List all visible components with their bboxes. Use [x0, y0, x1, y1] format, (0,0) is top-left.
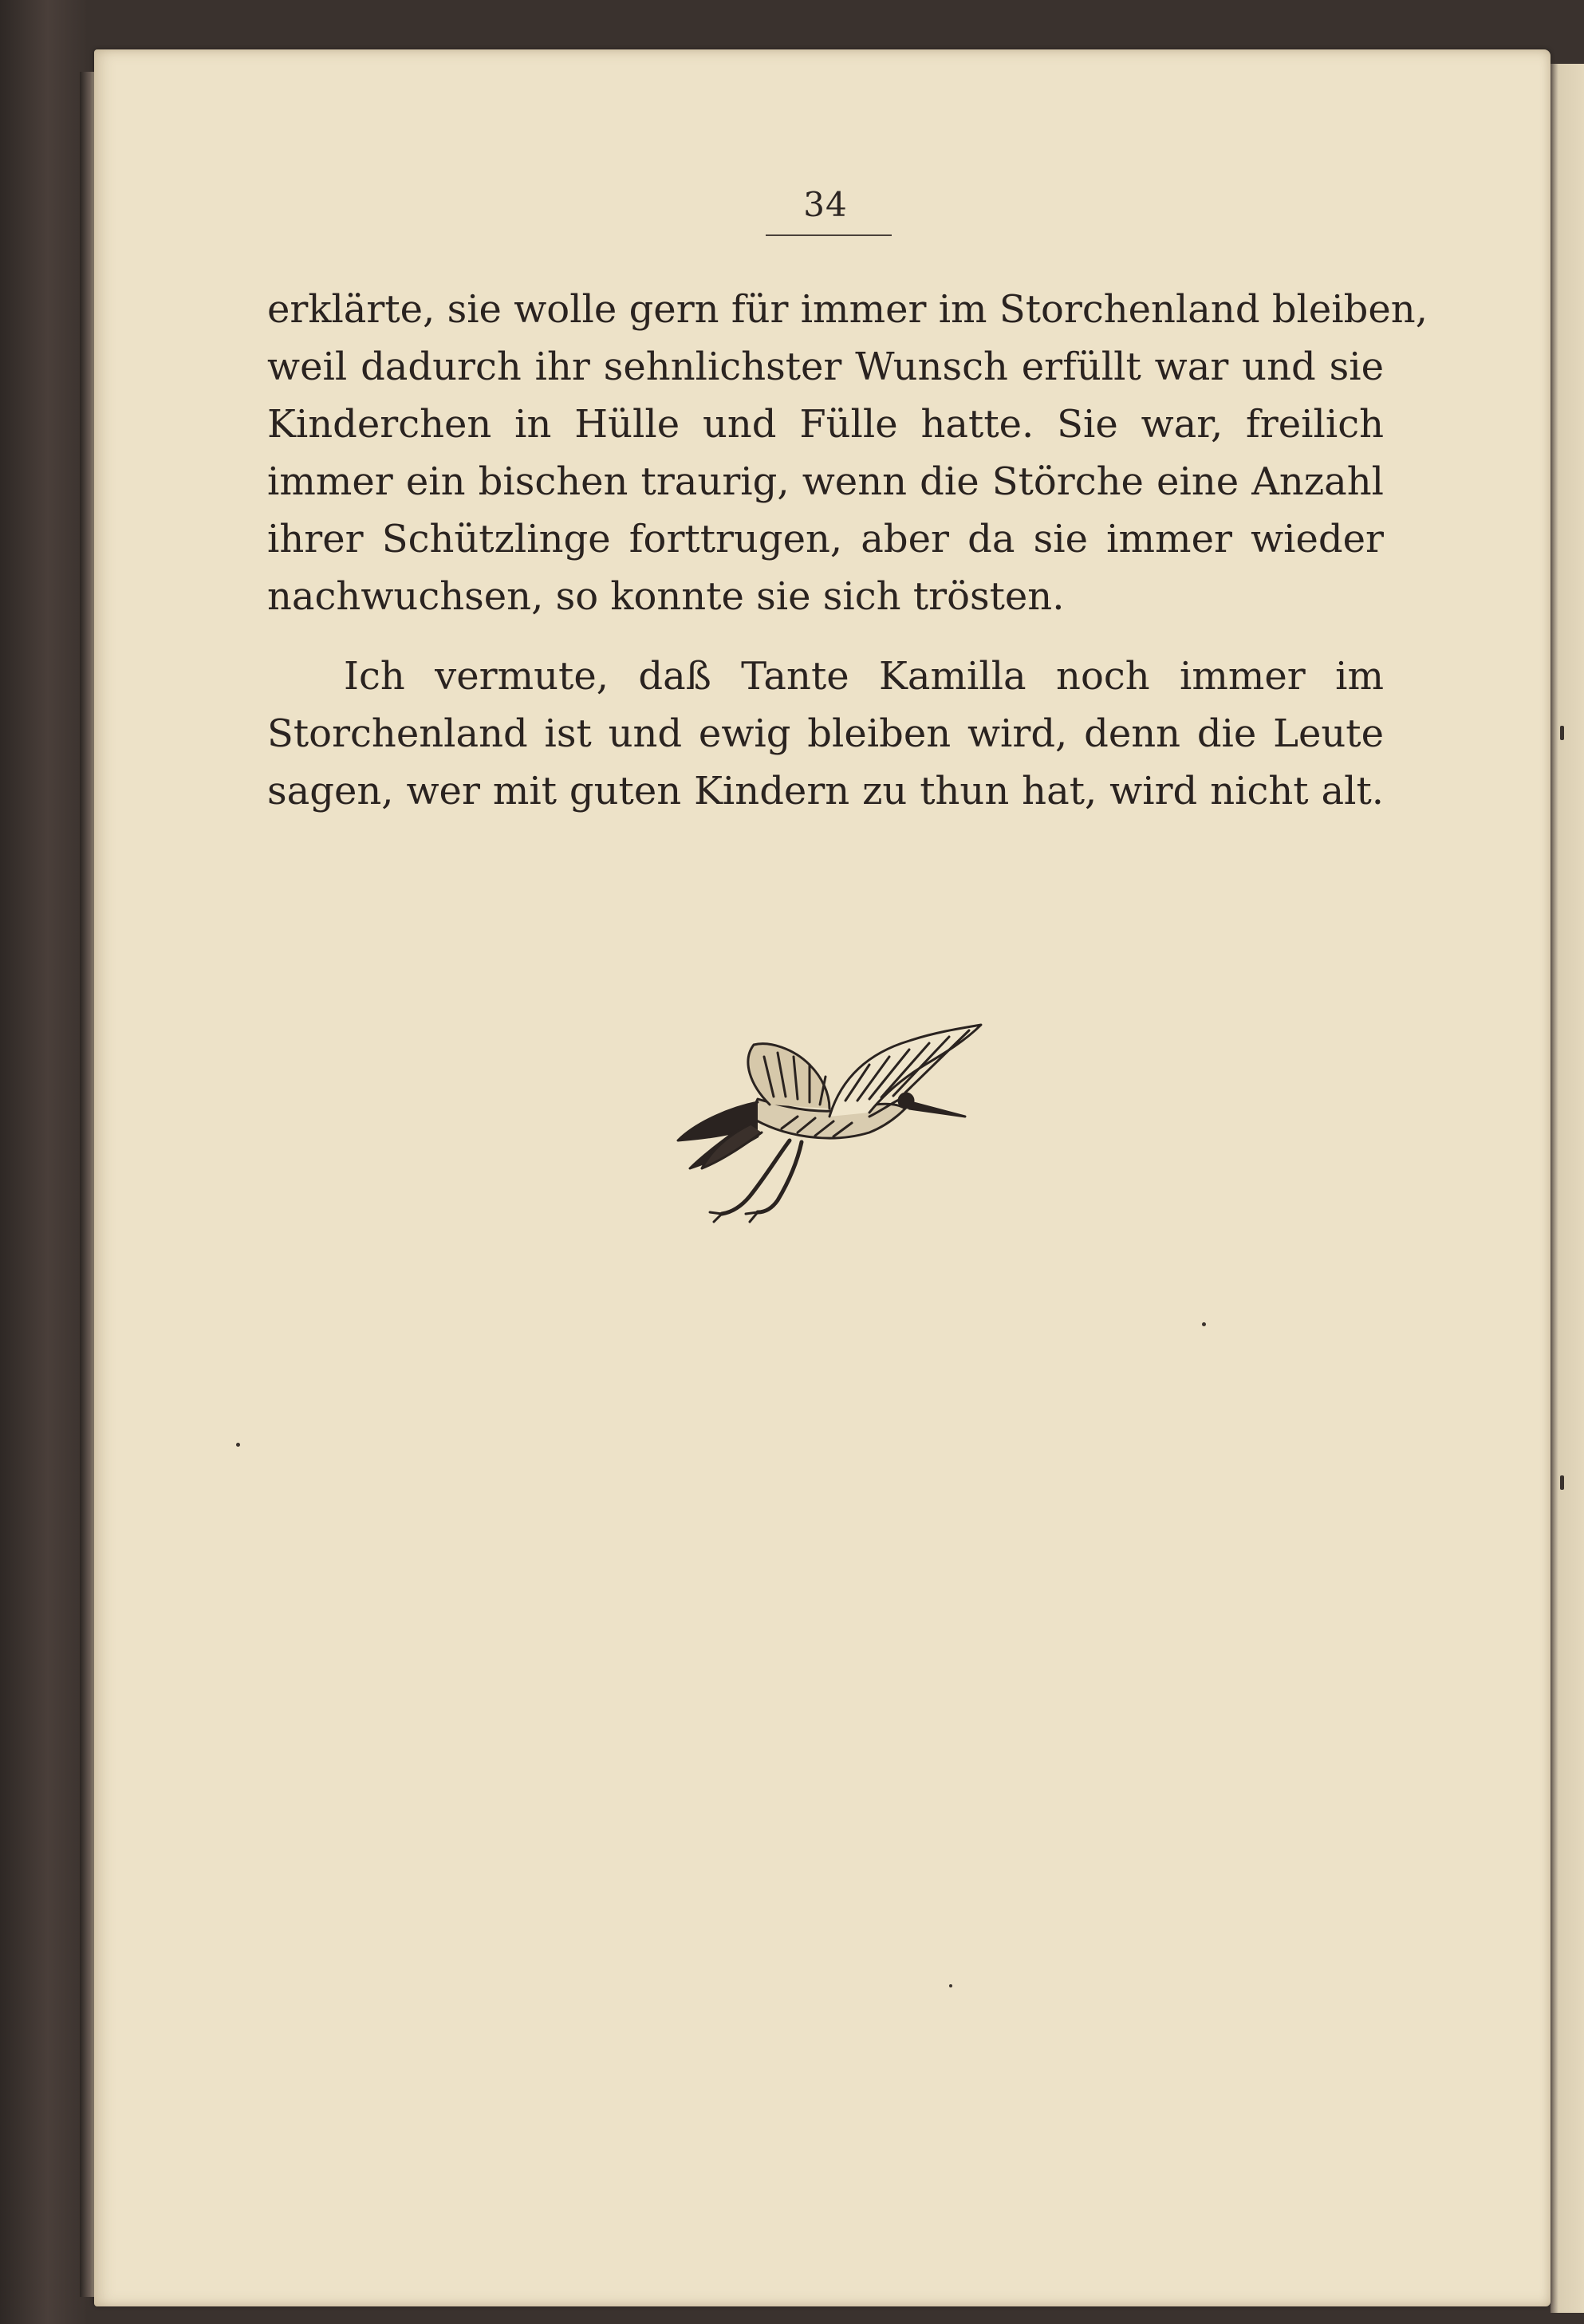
- text-line: Ich vermute, daß Tante Kamilla noch immer im: [344, 654, 1384, 699]
- paper-speck: [1202, 1322, 1206, 1326]
- paper-speck: [949, 1984, 952, 1987]
- page-number-rule: [766, 234, 892, 236]
- text-line: Storchenland ist und ewig bleiben wird, denn die Leute: [267, 711, 1384, 756]
- text-line: sagen, wer mit guten Kindern zu thun hat, wird nicht alt.: [267, 769, 1384, 813]
- paragraph: [267, 281, 1428, 625]
- page-number: 34: [803, 185, 848, 224]
- paper-speck: [1560, 1475, 1564, 1490]
- flying-stork-icon: [630, 997, 989, 1236]
- paper-speck: [1560, 726, 1564, 740]
- text-line: immer ein bischen traurig, wenn die Störche eine Anzahl: [267, 459, 1384, 504]
- text-line: nachwuchsen, so konnte sie sich trösten.: [267, 574, 1065, 619]
- text-line: weil dadurch ihr sehnlichster Wunsch erfüllt war und sie: [267, 345, 1384, 389]
- paragraph-gap: [267, 625, 1384, 648]
- text-line: ihrer Schützlinge forttrugen, aber da sie immer wieder: [267, 517, 1384, 561]
- paper-speck: [236, 1443, 240, 1447]
- next-page-edge: [1551, 64, 1584, 2313]
- paragraph: [267, 648, 1384, 820]
- text-line: erklärte, sie wolle gern für immer im Storchenland bleiben,: [267, 287, 1428, 332]
- body-text: [267, 281, 1428, 820]
- text-line: Kinderchen in Hülle und Fülle hatte. Sie war, freilich: [267, 402, 1384, 447]
